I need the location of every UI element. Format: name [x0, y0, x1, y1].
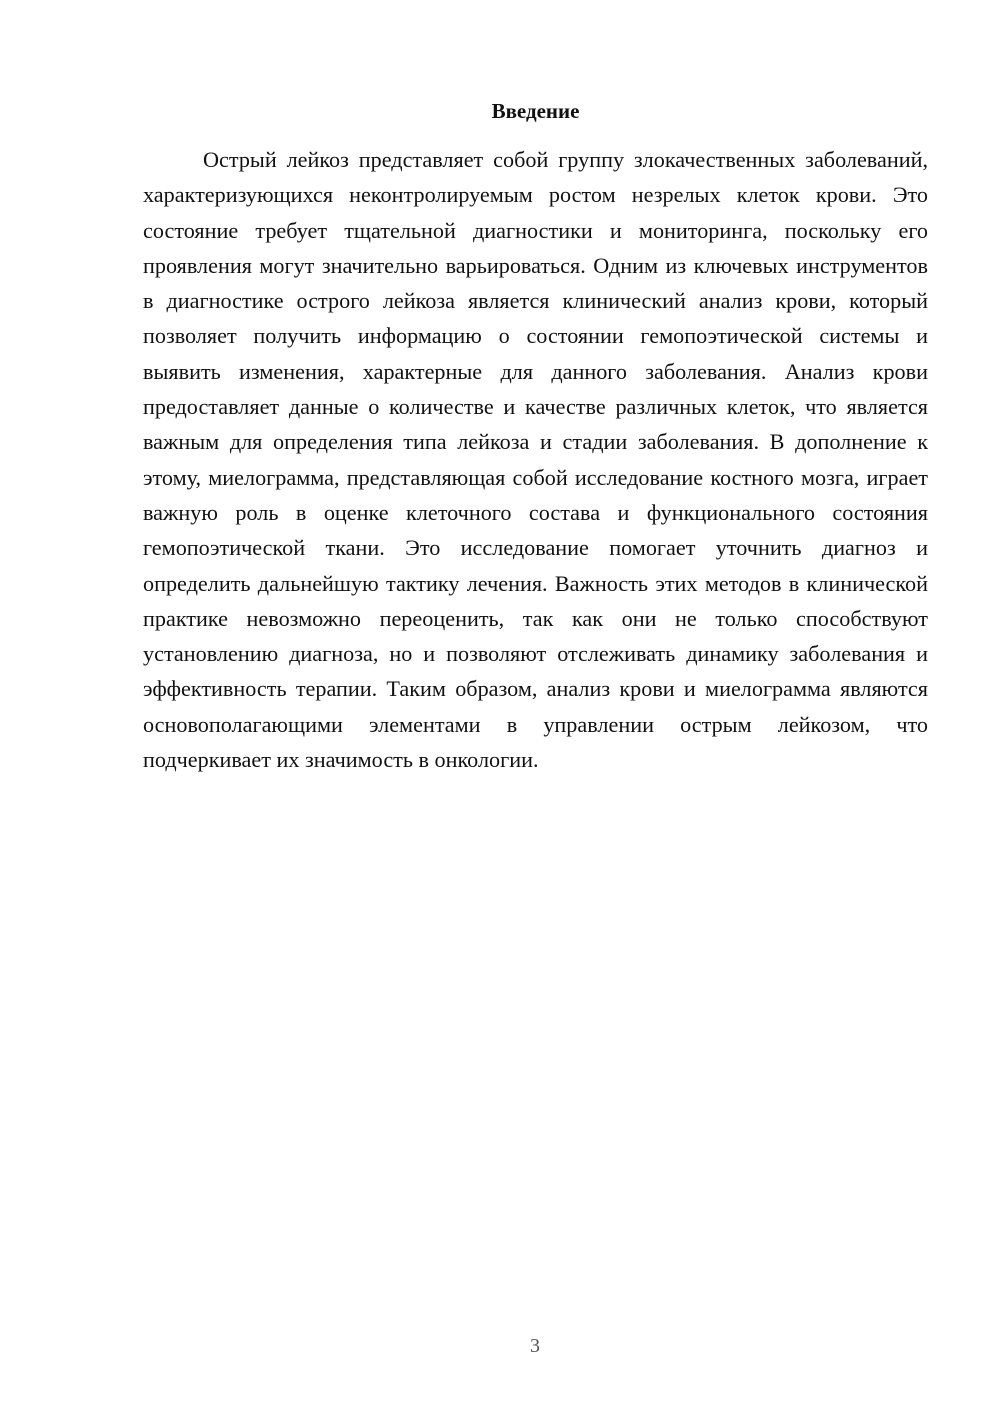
section-heading: Введение — [491, 99, 580, 123]
intro-paragraph: Острый лейкоз представляет собой группу злокачественных заболеваний, характеризующихся неконтролируемым ростом незрелых клеток крови. Это состояние требует тщательной диагностики и мониторинга, поскольку его проявления могут значительно варьироваться. Одним из ключевых инструментов в диагностике острого лейкоза является клинический анализ крови, который позволяет получить информацию о состоянии гемопоэтической системы и выявить изменения, характерные для данного заболевания. Анализ крови предоставляет данные о количестве и качестве различных клеток, что является важным для определения типа лейкоза и стадии заболевания. В дополнение к этому, миелограмма, представляющая собой исследование костного мозга, играет важную роль в оценке клеточного состава и функционального состояния гемопоэтической ткани. Это исследование помогает уточнить диагноз и определить дальнейшую тактику лечения. Важность этих методов в клинической практике невозможно переоценить, так как они не только способствуют установлению диагноза, но и позволяют отслеживать динамику заболевания и эффективность терапии. Таким образом, анализ крови и миелограмма являются основополагающими элементами в управлении острым лейкозом, что подчеркивает их значимость в онкологии. — [143, 147, 928, 773]
page-number: 3 — [530, 1335, 540, 1357]
